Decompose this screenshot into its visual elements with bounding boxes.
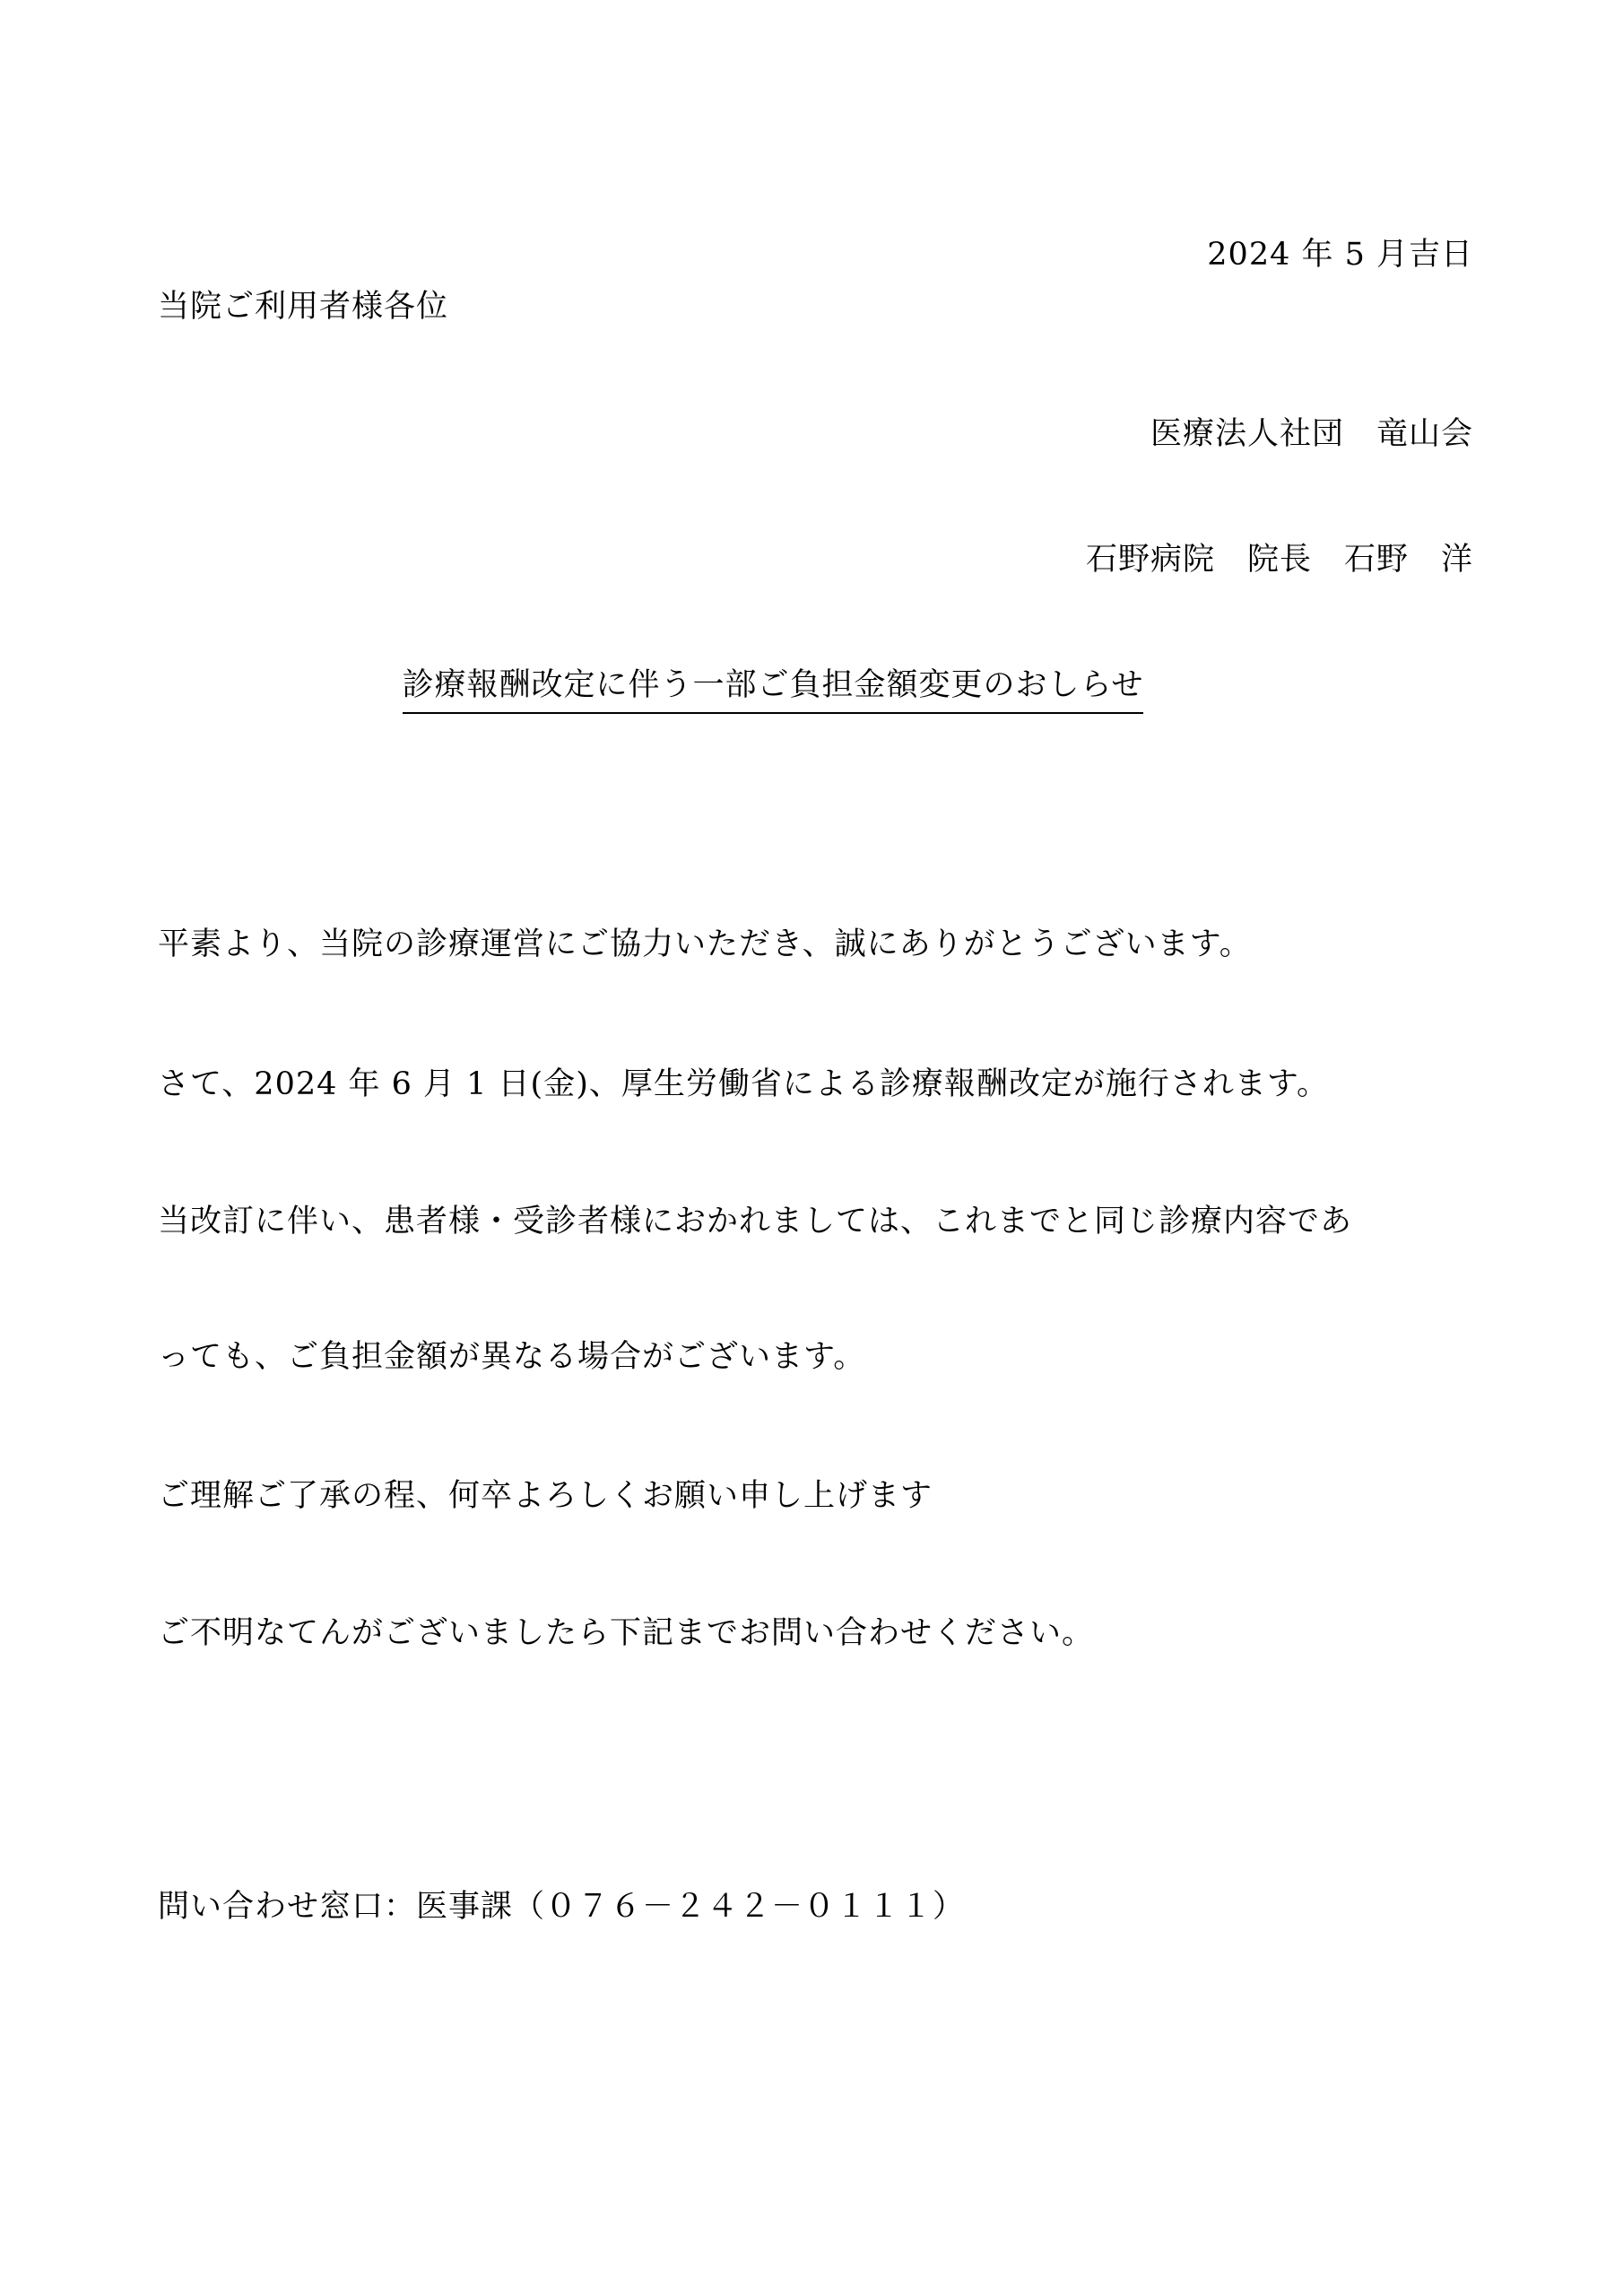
body-paragraph-1: 平素より、当院の診療運営にご協力いただき、誠にありがとうございます。 — [158, 926, 1252, 962]
body-paragraph-3: 当改訂に伴い、患者様・受診者様におかれましては、これまでと同じ診療内容であ — [158, 1204, 1353, 1239]
recipient-line: 当院ご利用者様各位 — [158, 289, 449, 325]
contact-line: 問い合わせ窓口：医事課（０７６－２４２－０１１１） — [158, 1889, 966, 1925]
signatory-line: 石野病院 院長 石野 洋 — [1085, 542, 1473, 578]
body-paragraph-2: さて、2024 年 6 月 1 日(金)、厚生労働省による診療報酬改定が施行されます。 — [158, 1066, 1330, 1102]
body-paragraph-6: ご不明なてんがございましたら下記までお問い合わせください。 — [158, 1615, 1095, 1651]
body-paragraph-4: っても、ご負担金額が異なる場合がございます。 — [158, 1339, 866, 1375]
document-title-text: 診療報酬改定に伴う一部ご負担金額変更のおしらせ — [403, 662, 1144, 714]
document-date: 2024 年 5 月吉日 — [1207, 237, 1473, 273]
organization-name: 医療法人社団 竜山会 — [1150, 416, 1473, 452]
document-title — [0, 662, 1623, 714]
body-paragraph-5: ご理解ご了承の程、何卒よろしくお願い申し上げます — [158, 1478, 933, 1514]
